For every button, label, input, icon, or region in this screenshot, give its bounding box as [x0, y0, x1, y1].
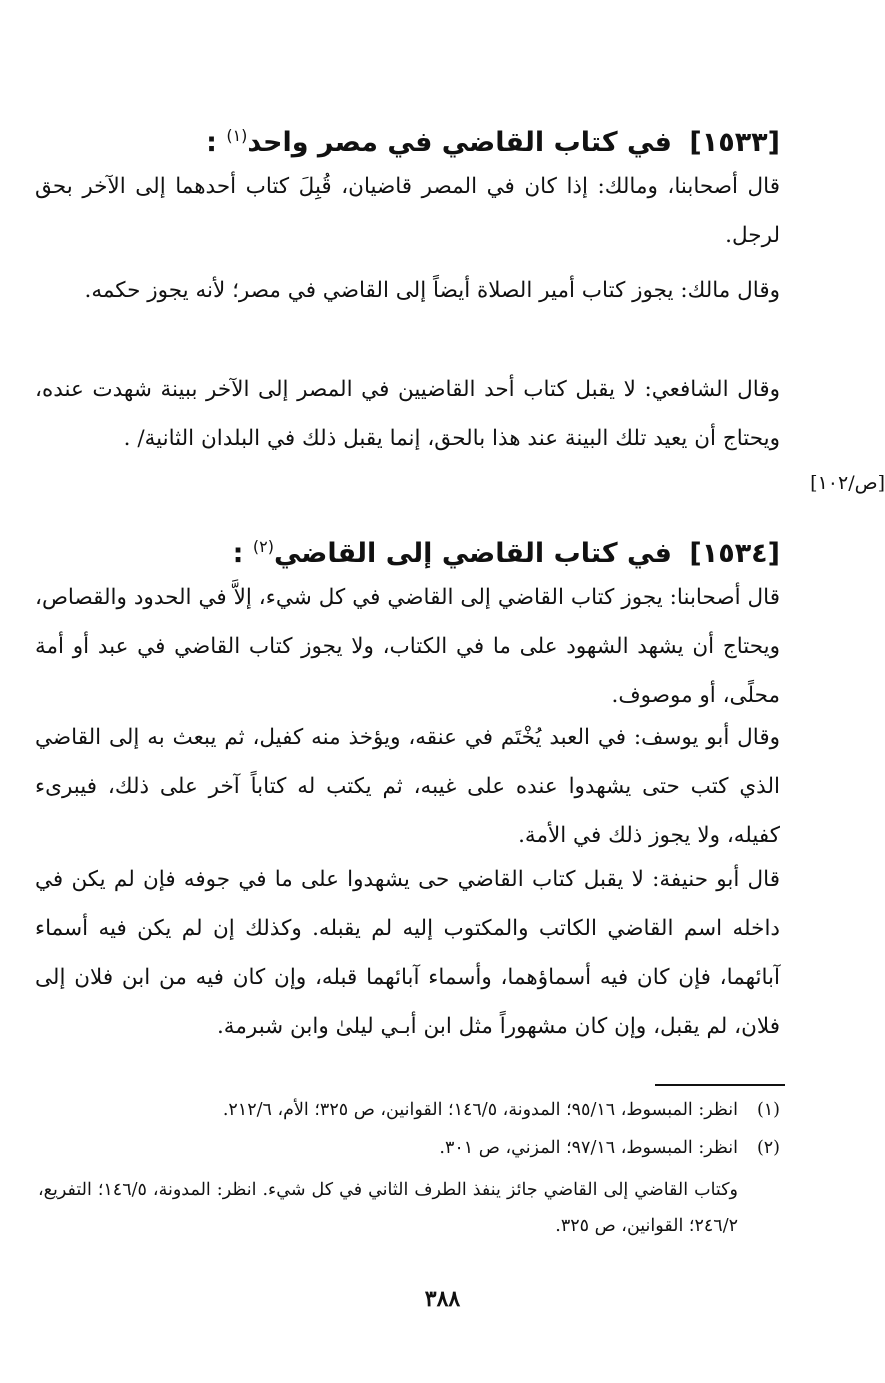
footnote-ref: (٢): [252, 537, 274, 556]
heading-colon: :: [232, 538, 244, 569]
section-heading-1534: [80, 527, 780, 574]
footnote-number: (١): [756, 1100, 780, 1120]
footnote-text: انظر: المبسوط، ٩٧/١٦؛ المزني، ص ٣٠١.: [439, 1138, 738, 1158]
footnote-ref: (١): [226, 126, 248, 145]
footnote-2: [35, 1130, 780, 1166]
paragraph-text: قال أبو حنيفة: لا يقبل كتاب القاضي حى يشهدوا على ما في جوفه فإن لم يكن في داخله اسم القاضي الكاتب والمكتوب إليه لم يقبله. وكذلك إن لم يكن فيه أسماء آبائهما، فإن كان فيه أسماؤهما، وأسماء آبائهما قبله، وإن كان فيه من ابن فلان إلى فلان، لم يقبل، وإن كان مشهوراً مثل ابن أبـي ليلىٰ وابن شبرمة.: [35, 867, 780, 1039]
page-marker-note: [ص/١٠٢]: [810, 472, 885, 494]
section-heading-1533: [80, 116, 780, 163]
paragraph-text: وقال الشافعي: لا يقبل كتاب أحد القاضيين في المصر إلى الآخر ببينة شهدت عنده، ويحتاج أن يعيد تلك البينة عند هذا بالحق، إنما يقبل ذلك في البلدان الثانية/ .: [35, 377, 780, 451]
paragraph-text: وقال مالك: يجوز كتاب أمير الصلاة أيضاً إلى القاضي في مصر؛ لأنه يجوز حكمه.: [84, 278, 780, 303]
page-number: ٣٨٨: [424, 1286, 461, 1312]
footnote-text: انظر: المبسوط، ٩٥/١٦؛ المدونة، ١٤٦/٥؛ القوانين، ص ٣٢٥؛ الأم، ٢١٢/٦.: [222, 1100, 738, 1120]
section-number: [١٥٣٤]: [689, 538, 780, 569]
section-title: في كتاب القاضي إلى القاضي: [273, 538, 672, 569]
footnote-1: [35, 1092, 780, 1128]
paragraph: [35, 573, 780, 720]
paragraph: [35, 266, 780, 315]
heading-colon: :: [206, 127, 217, 158]
section-title: في كتاب القاضي في مصر واحد: [247, 127, 672, 158]
paragraph: [35, 855, 780, 1051]
paragraph: [35, 365, 780, 463]
paragraph: [35, 162, 780, 260]
section-number: [١٥٣٣]: [689, 127, 780, 158]
paragraph-text: وقال أبو يوسف: في العبد يُخْتَم في عنقه، ويؤخذ منه كفيل، ثم يبعث به إلى القاضي الذي كتب حتى يشهدوا عنده على غيبه، ثم يكتب له كتاباً آخر على ذلك، فيبرىء كفيله، ولا يجوز ذلك في الأمة.: [35, 725, 780, 848]
paragraph-text: قال أصحابنا، ومالك: إذا كان في المصر قاضيان، قُبِلَ كتاب أحدهما إلى الآخر بحق لرجل.: [35, 174, 780, 248]
paragraph: [35, 713, 780, 860]
footnote-number: (٢): [756, 1138, 780, 1158]
footnote-2-continuation: وكتاب القاضي إلى القاضي جائز ينفذ الطرف الثاني في كل شيء. انظر: المدونة، ١٤٦/٥؛ التفريع، ٢٤٦/٢؛ القوانين، ص ٣٢٥.: [38, 1180, 738, 1236]
footnote-divider: [655, 1084, 785, 1086]
paragraph-text: قال أصحابنا: يجوز كتاب القاضي إلى القاضي في كل شيء، إلاَّ في الحدود والقصاص، ويحتاج أن يشهد الشهود على ما في الكتاب، ولا يجوز كتاب القاضي في عبد أو أمة محلًى، أو موصوف.: [35, 585, 780, 708]
